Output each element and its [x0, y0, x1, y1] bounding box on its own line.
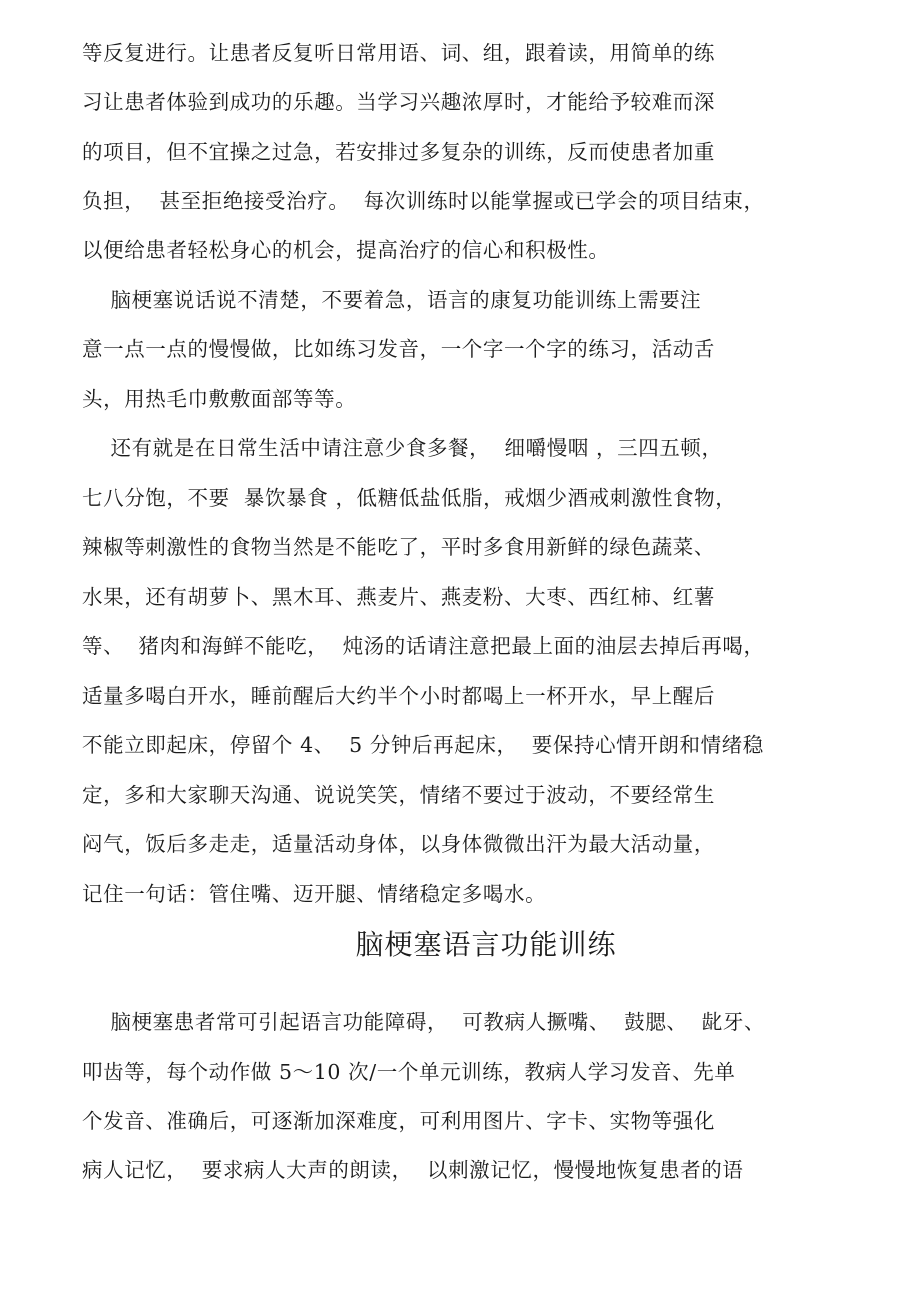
- paragraph-line: 以便给患者轻松身心的机会，提高治疗的信心和积极性。: [82, 238, 610, 262]
- paragraph-line: 七八分饱，不要 暴饮暴食 ，低糖低盐低脂，戒烟少酒戒刺激性食物，: [82, 486, 737, 510]
- paragraph-line: 闷气，饭后多走走，适量活动身体，以身体微微出汗为最大活动量，: [82, 832, 715, 856]
- paragraph-line: 习让患者体验到成功的乐趣。当学习兴趣浓厚时，才能给予较难而深: [82, 90, 715, 114]
- paragraph-line: 定，多和大家聊天沟通、说说笑笑，情绪不要过于波动，不要经常生: [82, 783, 715, 807]
- section-title: 脑梗塞语言功能训练: [355, 928, 617, 961]
- paragraph-line: 脑梗塞说话说不清楚，不要着急，语言的康复功能训练上需要注: [82, 288, 702, 312]
- paragraph-line: 的项目，但不宜操之过急，若安排过多复杂的训练，反而使患者加重: [82, 140, 715, 164]
- paragraph-line: 水果，还有胡萝卜、黑木耳、燕麦片、燕麦粉、大枣、西红柿、红薯: [82, 585, 715, 609]
- paragraph-line: 个发音、准确后，可逐渐加深难度，可利用图片、字卡、实物等强化: [82, 1109, 715, 1133]
- paragraph-line: 等反复进行。让患者反复听日常用语、词、组，跟着读，用简单的练: [82, 41, 715, 65]
- paragraph-line: 意一点一点的慢慢做，比如练习发音，一个字一个字的练习，活动舌: [82, 337, 715, 361]
- paragraph-line: 记住一句话：管住嘴、迈开腿、情绪稳定多喝水。: [82, 882, 547, 906]
- paragraph-line: 辣椒等刺激性的食物当然是不能吃了，平时多食用新鲜的绿色蔬菜、: [82, 535, 715, 559]
- paragraph-line: 头，用热毛巾敷敷面部等等。: [82, 387, 357, 411]
- paragraph-line: 叩齿等，每个动作做 5～10 次/一个单元训练，教病人学习发音、先单: [82, 1060, 736, 1084]
- paragraph-line: 脑梗塞患者常可引起语言功能障碍， 可教病人撅嘴、 鼓腮、 龀牙、: [82, 1010, 766, 1034]
- paragraph-line: 适量多喝白开水，睡前醒后大约半个小时都喝上一杯开水，早上醒后: [82, 684, 715, 708]
- paragraph-line: 病人记忆， 要求病人大声的朗读， 以刺激记忆，慢慢地恢复患者的语: [82, 1158, 744, 1182]
- paragraph-line: 等、 猪肉和海鲜不能吃， 炖汤的话请注意把最上面的油层去掉后再喝，: [82, 634, 765, 658]
- paragraph-line: 还有就是在日常生活中请注意少食多餐， 细嚼慢咽 ，三四五顿，: [82, 436, 723, 460]
- paragraph-line: 不能立即起床，停留个 4、 5 分钟后再起床， 要保持心情开朗和情绪稳: [82, 733, 764, 757]
- paragraph-line: 负担， 甚至拒绝接受治疗。 每次训练时以能掌握或已学会的项目结束，: [82, 189, 765, 213]
